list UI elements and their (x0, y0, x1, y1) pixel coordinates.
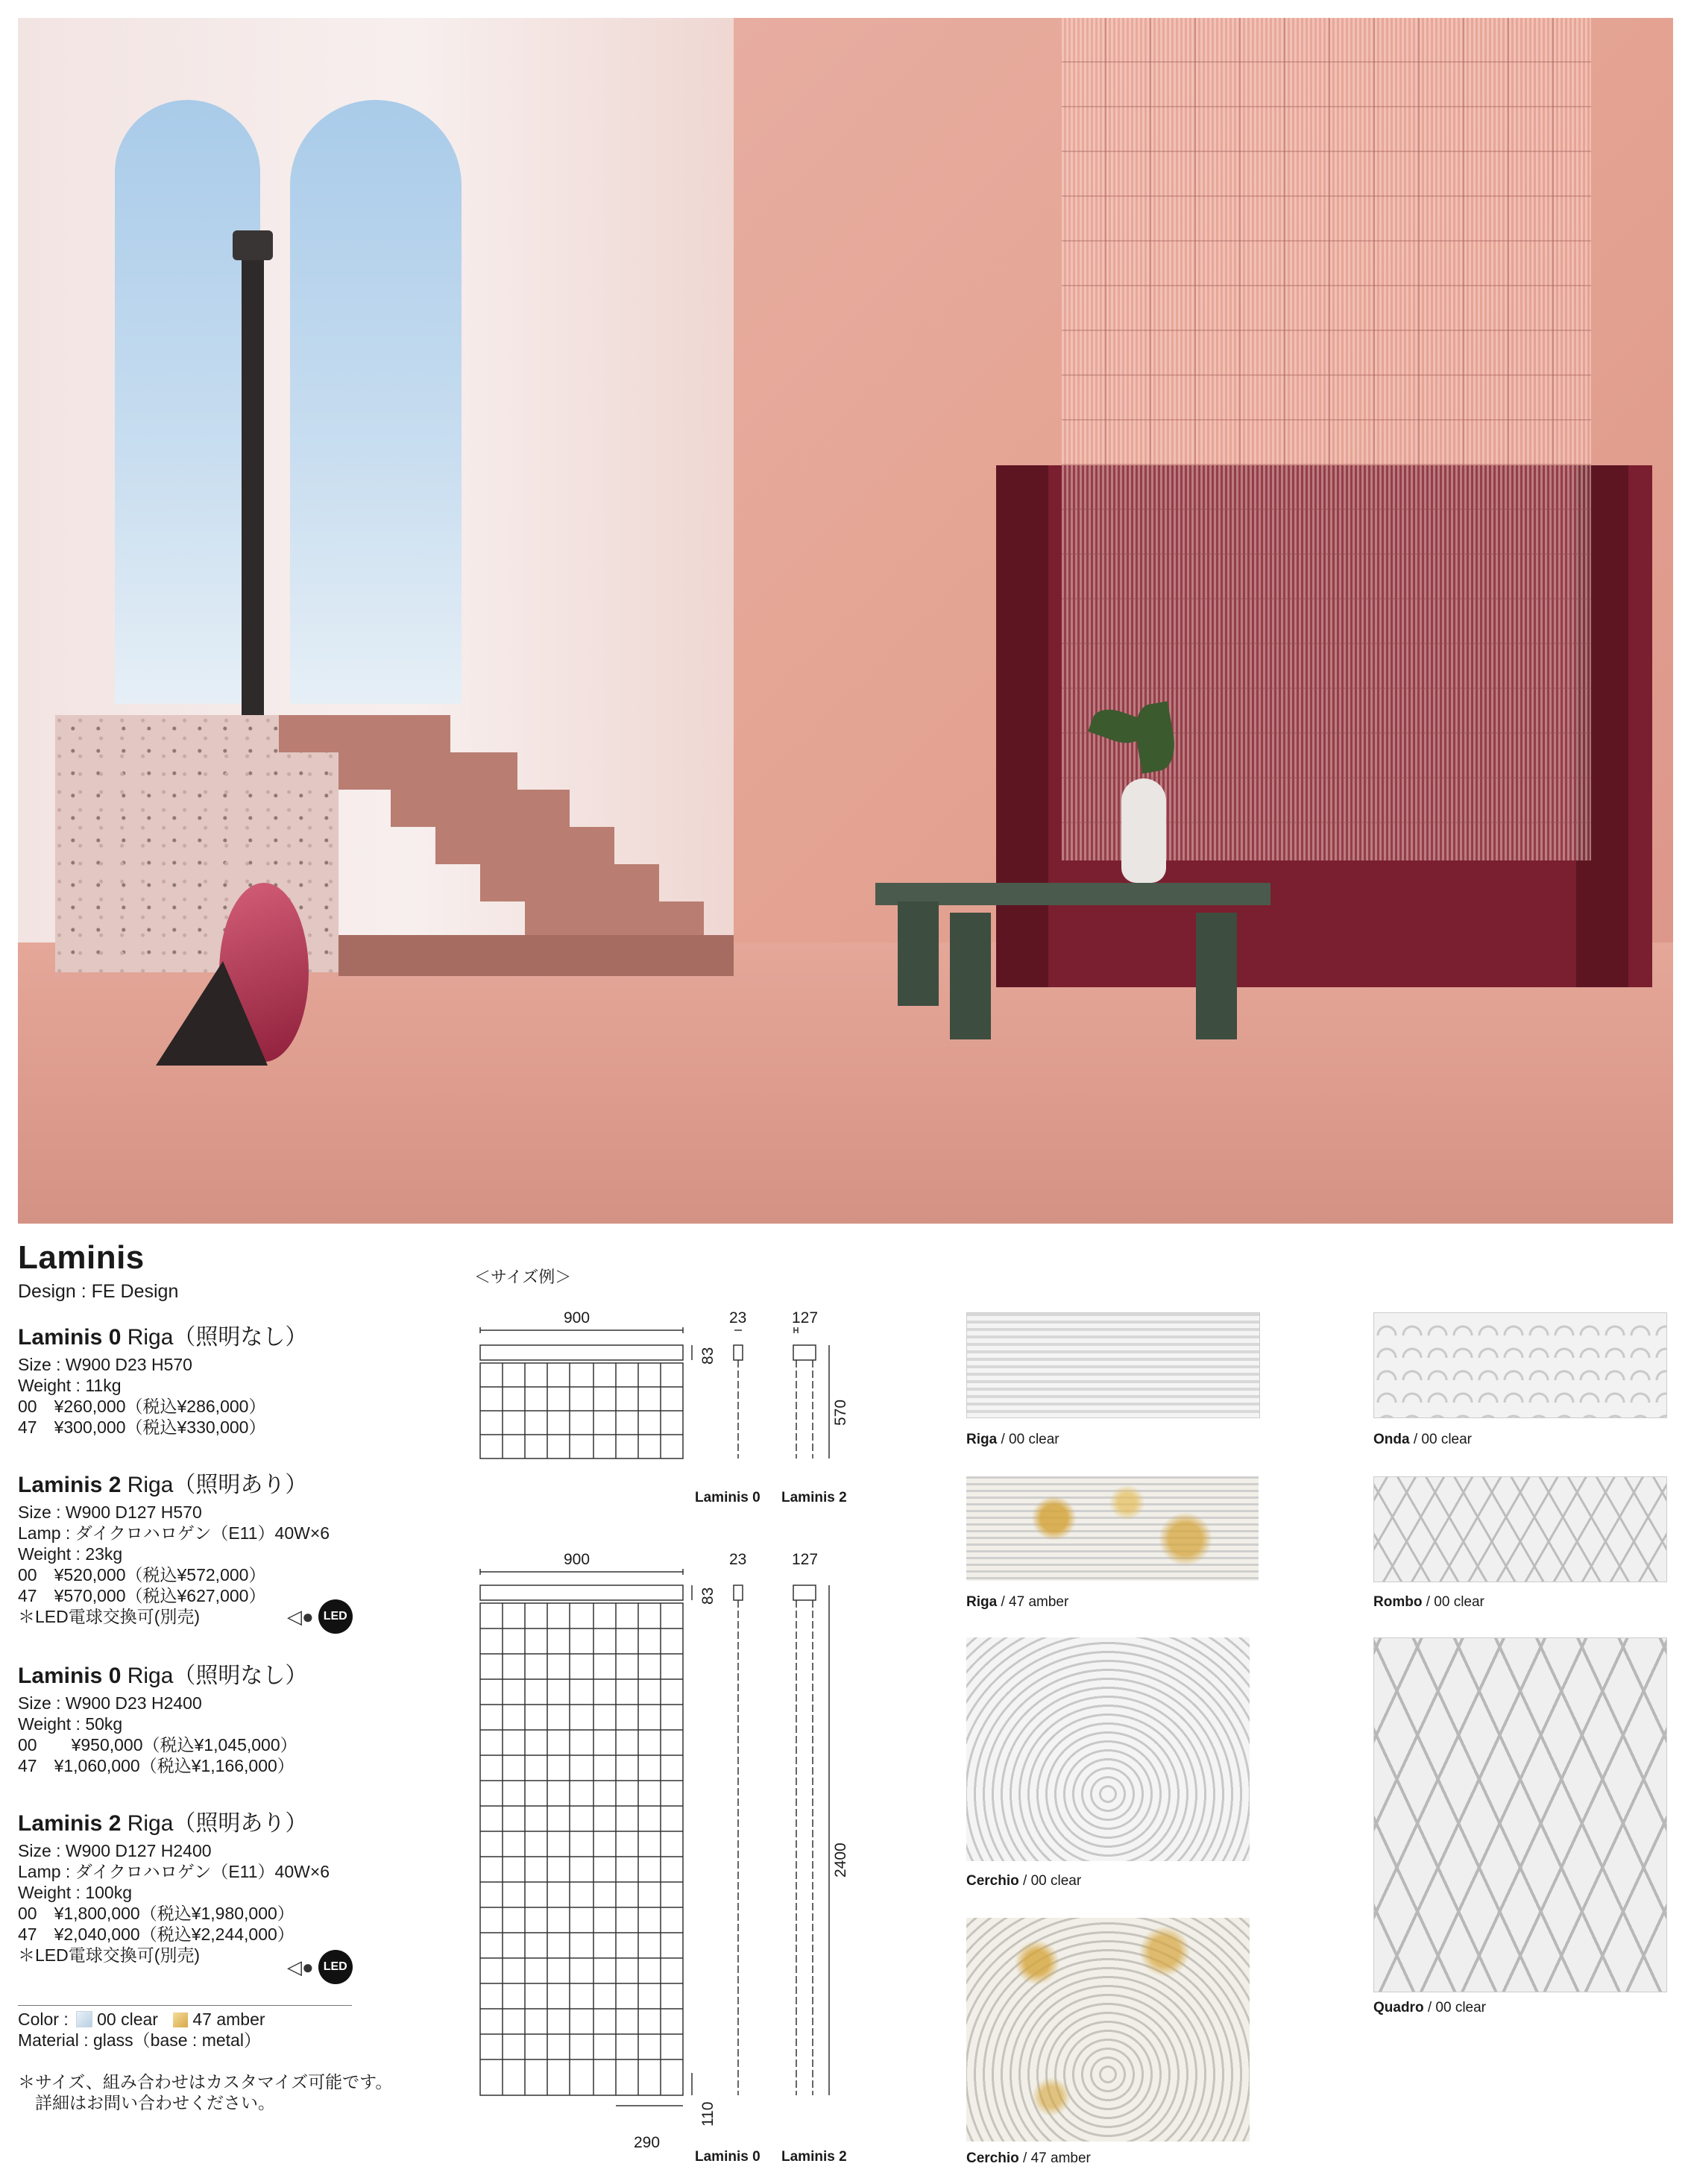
dim-depth-0: 23 (729, 1309, 747, 1327)
sample-caption: Onda / 00 clear (1373, 1432, 1473, 1447)
drawing-label-laminis-0: Laminis 0 (695, 2149, 761, 2165)
model-specs (18, 1354, 265, 1438)
spec-line: 47 ¥300,000（税込¥330,000） (18, 1417, 266, 1437)
spec-line: 00 ¥520,000（税込¥572,000） (18, 1565, 266, 1584)
spec-line: 00 ¥260,000（税込¥286,000） (18, 1397, 266, 1416)
model-name: Laminis 2 (18, 1811, 122, 1836)
spec-line: 47 ¥1,060,000（税込¥1,166,000） (18, 1756, 295, 1775)
drawing-label-laminis-0: Laminis 0 (695, 1490, 761, 1505)
spec-line: Weight : 50kg (18, 1714, 123, 1734)
sample-riga-amber (966, 1476, 1259, 1581)
spec-line: Size : W900 D127 H570 (18, 1502, 202, 1522)
vase (1121, 778, 1166, 883)
model-heading (18, 1804, 307, 1837)
sample-onda-clear (1373, 1312, 1667, 1418)
spec-line: 00 ¥950,000（税込¥1,045,000） (18, 1735, 297, 1755)
dim-depth-2: 127 (792, 1309, 819, 1327)
dim-base-height: 110 (699, 2101, 717, 2127)
color-line (18, 2009, 265, 2030)
spec-line: Weight : 11kg (18, 1376, 122, 1395)
sample-name: Cerchio (966, 2150, 1019, 2166)
model-variant: Riga（照明あり） (121, 1473, 308, 1497)
drawing-large (477, 1569, 850, 2136)
stair-step (480, 864, 659, 901)
model-heading (18, 1318, 307, 1351)
dim-top-height: 83 (699, 1347, 717, 1365)
arched-window-left (115, 100, 260, 704)
sample-name: Cerchio (966, 1873, 1019, 1889)
led-badge: LED (318, 1950, 353, 1984)
sample-riga-clear (966, 1312, 1260, 1418)
sample-caption: Riga / 00 clear (966, 1432, 1059, 1447)
color-label: Color : (18, 2010, 74, 2029)
sample-rombo-clear (1373, 1476, 1667, 1582)
dim-top-height: 83 (699, 1587, 717, 1605)
note: 詳細はお問い合わせください。 (18, 2093, 275, 2112)
sample-color: 47 amber (1030, 2150, 1091, 2166)
spec-line: Lamp : ダイクロハロゲン（E11）40W×6 (18, 1523, 330, 1543)
column (242, 234, 264, 719)
column-capital (233, 230, 273, 260)
dim-height: 2400 (832, 1842, 849, 1878)
dim-height: 570 (832, 1399, 849, 1426)
sample-caption: Rombo / 00 clear (1373, 1594, 1484, 1610)
sample-name: Riga (966, 1432, 998, 1447)
color-amber: 47 amber (192, 2010, 265, 2029)
sample-name: Onda (1373, 1432, 1410, 1447)
sample-name: Rombo (1373, 1594, 1423, 1610)
dim-width: 900 (564, 1309, 591, 1327)
designer: Design : FE Design (18, 1281, 179, 1302)
sample-caption: Cerchio / 47 amber (966, 2150, 1091, 2166)
spec-line: Weight : 23kg (18, 1544, 123, 1564)
model-name: Laminis 0 (18, 1664, 122, 1688)
color-clear: 00 clear (97, 2010, 158, 2029)
model-name: Laminis 2 (18, 1473, 122, 1497)
dim-width: 900 (564, 1551, 591, 1568)
drawing-label-laminis-2: Laminis 2 (781, 1490, 847, 1505)
sample-color: 00 clear (1435, 2000, 1487, 2015)
sample-cerchio-clear (966, 1637, 1250, 1861)
model-specs (18, 1502, 330, 1627)
dim-depth-2: 127 (792, 1551, 819, 1568)
spec-line: ＊LED電球交換可(別売) (18, 1607, 201, 1626)
model-heading (18, 1657, 307, 1690)
sample-name: Quadro (1373, 2000, 1424, 2015)
sample-caption: Riga / 47 amber (966, 1594, 1069, 1610)
spec-line: Lamp : ダイクロハロゲン（E11）40W×6 (18, 1862, 330, 1881)
sample-color: 00 clear (1434, 1594, 1484, 1610)
spec-line: Size : W900 D23 H570 (18, 1355, 192, 1374)
drawing-small (477, 1327, 850, 1484)
amber-swatch-icon (173, 2013, 188, 2027)
hero-photo (18, 18, 1673, 1224)
stair-step (338, 752, 517, 790)
spec-line: Size : W900 D23 H2400 (18, 1693, 202, 1713)
stair-step (391, 790, 570, 827)
model-variant: Riga（照明なし） (121, 1325, 308, 1350)
spec-line: 00 ¥1,800,000（税込¥1,980,000） (18, 1904, 295, 1923)
led-badge: LED (318, 1599, 353, 1634)
sample-caption: Cerchio / 00 clear (966, 1873, 1082, 1889)
bench-leg (898, 901, 939, 1006)
drawing-label-laminis-2: Laminis 2 (781, 2149, 847, 2165)
sample-color: 00 clear (1009, 1432, 1059, 1447)
bulb-icon: ◁● (287, 1605, 314, 1628)
note: ＊サイズ、組み合わせはカスタマイズ可能です。 (18, 2072, 393, 2092)
bench-leg (950, 913, 991, 1039)
sample-color: 00 clear (1421, 1432, 1473, 1447)
sample-quadro-clear (1373, 1637, 1667, 1992)
led-indicator (287, 1599, 353, 1634)
spec-line: 47 ¥2,040,000（税込¥2,244,000） (18, 1925, 295, 1944)
clear-swatch-icon (76, 2011, 92, 2027)
size-example-heading: ＜サイズ例＞ (474, 1268, 572, 1286)
sample-name: Riga (966, 1594, 998, 1610)
model-heading (18, 1466, 307, 1499)
stair-step (435, 827, 614, 864)
stair-step (525, 901, 704, 939)
stair-step (279, 715, 450, 752)
model-variant: Riga（照明あり） (121, 1811, 308, 1836)
spec-line: 47 ¥570,000（税込¥627,000） (18, 1586, 266, 1605)
stair-base (338, 935, 734, 976)
sample-color: 47 amber (1009, 1594, 1069, 1610)
sample-caption: Quadro / 00 clear (1373, 2000, 1487, 2015)
spec-line: Weight : 100kg (18, 1883, 133, 1902)
sample-color: 00 clear (1030, 1873, 1082, 1889)
bulb-icon: ◁● (287, 1955, 314, 1978)
model-specs (18, 1693, 297, 1776)
dim-module: 290 (634, 2134, 661, 2151)
spec-line: ＊LED電球交換可(別売) (18, 1945, 201, 1965)
led-indicator (287, 1950, 353, 1984)
model-specs (18, 1840, 330, 1966)
sample-cerchio-amber (966, 1918, 1250, 2141)
screen-panel (996, 465, 1048, 987)
bench-leg (1196, 913, 1237, 1039)
product-title: Laminis (18, 1239, 145, 1276)
divider (18, 2005, 352, 2006)
arched-window-right (290, 100, 462, 704)
material: Material : glass（base : metal） (18, 2030, 261, 2050)
model-name: Laminis 0 (18, 1325, 122, 1350)
triangle-stand (156, 961, 268, 1066)
model-variant: Riga（照明なし） (121, 1664, 308, 1688)
dim-depth-0: 23 (729, 1551, 747, 1568)
spec-line: Size : W900 D127 H2400 (18, 1841, 212, 1860)
